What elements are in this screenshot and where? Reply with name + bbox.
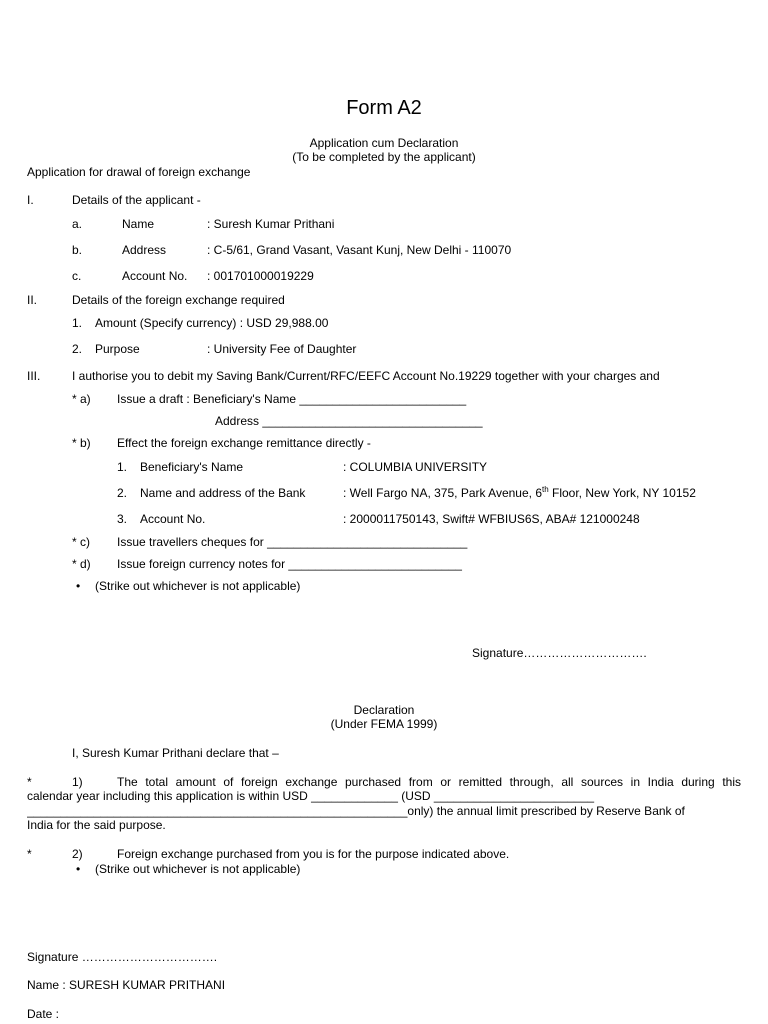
amount-number: 1. [72,316,83,330]
applicant-address-letter: b. [72,243,83,257]
bullet-icon: • [76,579,81,593]
option-d-marker: * d) [72,557,91,571]
section1-heading: Details of the applicant - [72,193,201,207]
section2-heading: Details of the foreign exchange required [72,293,285,307]
declaration-item1-line4: India for the said purpose. [27,818,166,832]
intro-text: Application for drawal of foreign exchange [27,165,251,179]
option-d-text: Issue foreign currency notes for __________________________ [117,557,462,571]
beneficiary-number: 1. [117,460,128,474]
option-b-marker: * b) [72,436,91,450]
declaration-intro: I, Suresh Kumar Prithani declare that – [72,746,279,760]
applicant-name-value: : Suresh Kumar Prithani [207,217,335,231]
applicant-name-letter: a. [72,217,83,231]
bank-value: : Well Fargo NA, 375, Park Avenue, 6th Floor, New York, NY 10152 [343,485,696,500]
form-title: Form A2 [346,97,422,119]
declaration-item1-line3: _________________________________________________________only) the annual limit prescribed by Reserve Bank of [27,804,685,818]
declaration-item2-marker: * [27,847,32,861]
applicant-signature-line: Signature…………………………. [472,646,647,660]
form-subtitle: Application cum Declaration [309,136,459,150]
section3-authorisation: I authorise you to debit my Saving Bank/Current/RFC/EEFC Account No.19229 together with your charges and [72,369,660,383]
purpose-value: : University Fee of Daughter [207,342,357,356]
account-number-value: : 2000011750143, Swift# WFBIUS6S, ABA# 121000248 [343,512,640,526]
bank-label: Name and address of the Bank [140,486,306,500]
beneficiary-value: : COLUMBIA UNIVERSITY [343,460,488,474]
declaration-item1-number: 1) [72,775,83,789]
option-a-marker: * a) [72,392,91,406]
declaration-item1-marker: * [27,775,32,789]
option-c-text: Issue travellers cheques for ______________________________ [117,535,468,549]
option-b-text: Effect the foreign exchange remittance directly - [117,436,371,450]
applicant-address-value: : C-5/61, Grand Vasant, Vasant Kunj, New Delhi - 110070 [207,243,512,257]
option-c-marker: * c) [72,535,90,549]
purpose-number: 2. [72,342,83,356]
footer-signature: Signature ……………………………. [27,950,218,964]
bullet-icon: • [76,862,81,876]
section3-numeral: III. [27,369,41,383]
account-number-index: 3. [117,512,128,526]
beneficiary-label: Beneficiary's Name [140,460,243,474]
option-a-address: Address _________________________________ [215,414,483,428]
section1-numeral: I. [27,193,34,207]
applicant-name-label: Name [122,217,155,231]
applicant-account-letter: c. [72,269,82,283]
applicant-address-label: Address [122,243,167,257]
footer-name: Name : SURESH KUMAR PRITHANI [27,978,226,992]
purpose-label: Purpose [95,342,140,356]
declaration-item2-number: 2) [72,847,83,861]
amount-label: Amount (Specify currency) : USD 29,988.00 [95,316,329,330]
footer-date: Date : [27,1007,60,1021]
declaration-item1-line1: The total amount of foreign exchange purchased from or remitted through, all sources in India during this [117,775,741,789]
form-subtitle-note: (To be completed by the applicant) [292,150,476,164]
section2-numeral: II. [27,293,38,307]
strike-note: (Strike out whichever is not applicable) [95,579,301,593]
declaration-title: Declaration [353,703,415,717]
applicant-account-label: Account No. [122,269,188,283]
account-number-label: Account No. [140,512,206,526]
declaration-subtitle: (Under FEMA 1999) [330,717,438,731]
declaration-item1-line2: calendar year including this application is within USD _____________ (USD ________________________ [27,789,595,803]
bank-number: 2. [117,486,128,500]
declaration-item2-text: Foreign exchange purchased from you is for the purpose indicated above. [117,847,510,861]
applicant-account-value: : 001701000019229 [207,269,314,283]
option-a-draft: Issue a draft : Beneficiary's Name _________________________ [117,392,467,406]
declaration-strike-note: (Strike out whichever is not applicable) [95,862,301,876]
